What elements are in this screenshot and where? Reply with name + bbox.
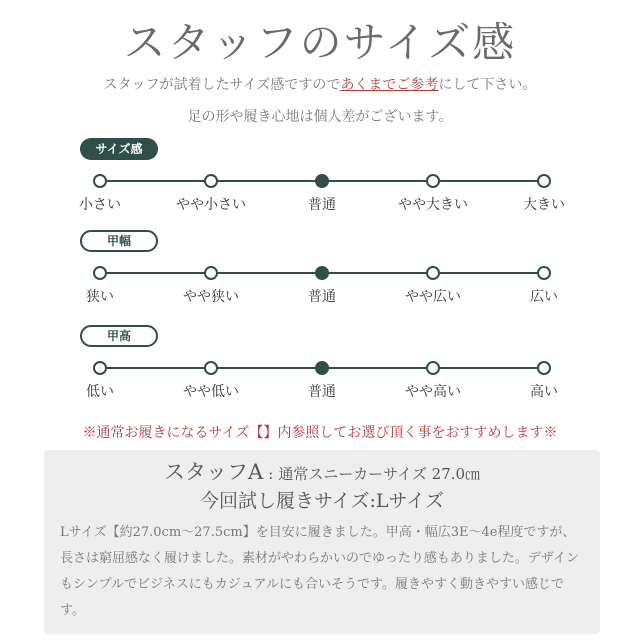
intro-emphasis: あくまでご参考 (340, 77, 439, 93)
scale-point (426, 361, 440, 375)
scale-option-label: やや大きい (398, 197, 468, 213)
scale-point (537, 361, 551, 375)
intro-line-1 (0, 74, 640, 94)
scale-label-badge: 甲高 (80, 325, 158, 347)
scale-option-label: やや高い (405, 384, 461, 400)
staff-description: Lサイズ【約27.0cm～27.5cm】を目安に履きました。甲高・幅広3E～4e程度ですが、長さは窮屈感なく履けました。素材がやわらかいのでゆったり感もありました。デザインもシンプルでビジネスにもカジュアルにも合いそうです。履きやすく動きやすい感じです。 (60, 525, 579, 618)
scale-point (93, 174, 107, 188)
scale-option-label: やや小さい (176, 197, 246, 213)
scale-point (204, 266, 218, 280)
scale-option-label: 狭い (86, 289, 114, 305)
scale-point-selected (315, 174, 329, 188)
scale-option-label: やや狭い (183, 289, 239, 305)
intro-prefix: スタッフが試着したサイズ感ですので (103, 77, 341, 93)
scale-point (537, 266, 551, 280)
staff-usual-size: 通常スニーカーサイズ 27.0㎝ (278, 465, 481, 483)
staff-name: スタッフA (163, 460, 264, 484)
scale-point (93, 361, 107, 375)
scale-option-label: 大きい (523, 197, 565, 213)
scale-point (426, 174, 440, 188)
intro-line-2: 足の形や履き心地は個人差がございます。 (187, 109, 453, 125)
staff-separator: : (268, 465, 274, 483)
scale-option-label: 普通 (308, 197, 336, 213)
page-title: スタッフのサイズ感 (123, 18, 517, 67)
scale-label-badge: 甲幅 (80, 230, 158, 252)
staff-trial-size: 今回試し履きサイズ:Lサイズ (200, 490, 444, 512)
staff-review-panel (44, 450, 600, 634)
scale-label-badge: サイズ感 (80, 138, 158, 160)
recommendation-note: ※通常お履きになるサイズ【】内参照してお選び頂く事をおすすめします※ (82, 425, 558, 441)
scale-option-label: 小さい (79, 197, 121, 213)
scale-point (204, 361, 218, 375)
scale-option-label: やや低い (183, 384, 239, 400)
intro-suffix: にして下さい。 (438, 77, 537, 93)
scale-option-label: やや広い (405, 289, 461, 305)
scale-option-label: 低い (86, 384, 114, 400)
scale-point (426, 266, 440, 280)
scale-point (204, 174, 218, 188)
scale-point (537, 174, 551, 188)
scale-point-selected (315, 266, 329, 280)
scale-point-selected (315, 361, 329, 375)
staff-info-line (44, 456, 600, 486)
scale-option-label: 高い (530, 384, 558, 400)
scale-option-label: 普通 (308, 289, 336, 305)
scale-point (93, 266, 107, 280)
scale-option-label: 広い (530, 289, 558, 305)
scale-option-label: 普通 (308, 384, 336, 400)
